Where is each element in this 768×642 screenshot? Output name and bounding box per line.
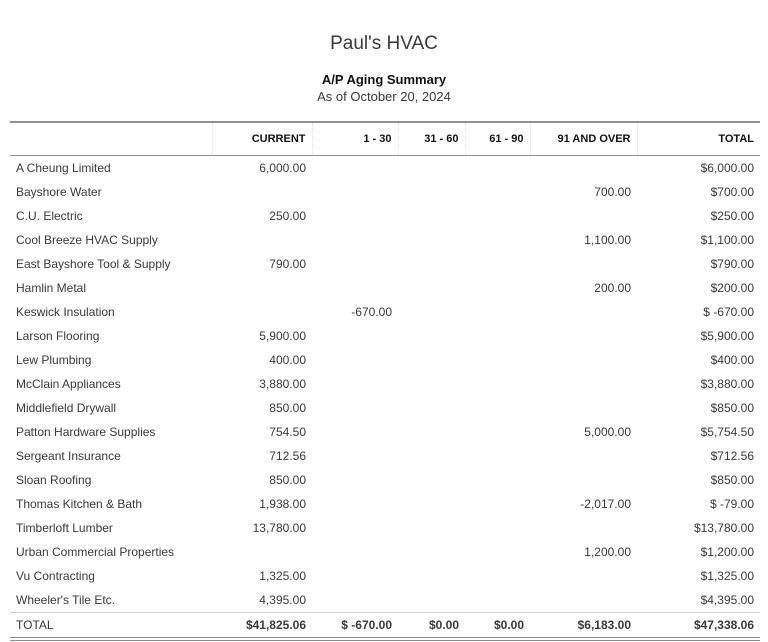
amount-cell xyxy=(312,564,398,588)
amount-cell xyxy=(465,516,530,540)
amount-cell[interactable]: $790.00 xyxy=(710,257,754,271)
amount-cell xyxy=(465,300,530,324)
amount-cell[interactable]: 6,000.00 xyxy=(259,161,306,175)
amount-cell xyxy=(212,276,312,300)
vendor-name: Middlefield Drywall xyxy=(16,401,117,415)
vendor-name: Bayshore Water xyxy=(16,185,102,199)
amount-cell xyxy=(398,588,465,613)
amount-cell[interactable]: $1,100.00 xyxy=(700,233,754,247)
amount-cell xyxy=(312,492,398,516)
amount-cell xyxy=(465,252,530,276)
amount-cell[interactable]: $850.00 xyxy=(710,401,754,415)
amount-cell[interactable]: 5,000.00 xyxy=(584,425,631,439)
amount-cell[interactable]: $5,754.50 xyxy=(700,425,754,439)
amount-cell[interactable]: 1,325.00 xyxy=(259,569,306,583)
amount-cell xyxy=(530,588,637,613)
table-row xyxy=(10,468,760,492)
amount-cell xyxy=(465,348,530,372)
vendor-name: Urban Commercial Properties xyxy=(16,545,175,559)
vendor-name: C.U. Electric xyxy=(16,209,83,223)
column-header[interactable]: 1 - 30 xyxy=(312,122,398,156)
amount-cell[interactable]: $5,900.00 xyxy=(700,329,754,343)
amount-cell[interactable]: 3,880.00 xyxy=(259,377,306,391)
amount-cell xyxy=(398,540,465,564)
total-amount: $ -670.00 xyxy=(341,618,392,632)
amount-cell[interactable]: $ -670.00 xyxy=(703,305,754,319)
amount-cell[interactable]: $700.00 xyxy=(710,185,754,199)
amount-cell xyxy=(530,468,637,492)
total-amount: $47,338.06 xyxy=(693,618,754,632)
amount-cell xyxy=(398,372,465,396)
amount-cell xyxy=(530,444,637,468)
amount-cell xyxy=(530,564,637,588)
amount-cell[interactable]: $250.00 xyxy=(710,209,754,223)
amount-cell xyxy=(312,204,398,228)
table-row xyxy=(10,156,760,181)
amount-cell[interactable]: $6,000.00 xyxy=(700,161,754,175)
amount-cell[interactable]: 790.00 xyxy=(269,257,306,271)
amount-cell xyxy=(312,276,398,300)
vendor-name: Sergeant Insurance xyxy=(16,449,121,463)
vendor-name: Thomas Kitchen & Bath xyxy=(16,497,143,511)
amount-cell xyxy=(398,204,465,228)
amount-cell xyxy=(465,180,530,204)
amount-cell[interactable]: $13,780.00 xyxy=(693,521,754,535)
amount-cell xyxy=(312,180,398,204)
amount-cell xyxy=(465,276,530,300)
amount-cell xyxy=(465,564,530,588)
amount-cell xyxy=(212,180,312,204)
amount-cell[interactable]: 754.50 xyxy=(269,425,306,439)
table-row xyxy=(10,228,760,252)
amount-cell xyxy=(398,516,465,540)
total-amount: $6,183.00 xyxy=(577,618,631,632)
amount-cell[interactable]: 4,395.00 xyxy=(259,593,306,607)
amount-cell xyxy=(465,420,530,444)
amount-cell xyxy=(398,252,465,276)
table-row xyxy=(10,516,760,540)
amount-cell[interactable]: $1,200.00 xyxy=(700,545,754,559)
column-header[interactable]: 91 AND OVER xyxy=(530,122,637,156)
company-name: Paul's HVAC xyxy=(330,33,438,54)
table-row xyxy=(10,252,760,276)
amount-cell xyxy=(212,540,312,564)
amount-cell xyxy=(312,372,398,396)
vendor-name: Keswick Insulation xyxy=(16,305,115,319)
total-amount: $0.00 xyxy=(493,618,524,632)
amount-cell xyxy=(465,204,530,228)
vendor-name: East Bayshore Tool & Supply xyxy=(16,257,171,271)
amount-cell xyxy=(312,156,398,181)
amount-cell xyxy=(530,516,637,540)
column-header[interactable]: 31 - 60 xyxy=(398,122,465,156)
column-header[interactable]: 61 - 90 xyxy=(465,122,530,156)
vendor-name: Vu Contracting xyxy=(16,569,95,583)
amount-cell[interactable]: 250.00 xyxy=(269,209,306,223)
table-row xyxy=(10,276,760,300)
amount-cell[interactable]: 5,900.00 xyxy=(259,329,306,343)
column-header[interactable] xyxy=(10,122,212,156)
amount-cell xyxy=(312,468,398,492)
amount-cell xyxy=(398,276,465,300)
table-row xyxy=(10,372,760,396)
amount-cell[interactable]: 13,780.00 xyxy=(252,521,306,535)
amount-cell xyxy=(465,444,530,468)
amount-cell xyxy=(465,468,530,492)
amount-cell xyxy=(312,540,398,564)
amount-cell xyxy=(398,228,465,252)
amount-cell[interactable]: $4,395.00 xyxy=(700,593,754,607)
amount-cell xyxy=(398,420,465,444)
amount-cell xyxy=(530,372,637,396)
vendor-name: Lew Plumbing xyxy=(16,353,92,367)
table-row xyxy=(10,444,760,468)
amount-cell xyxy=(530,204,637,228)
amount-cell[interactable]: $712.56 xyxy=(710,449,754,463)
table-row xyxy=(10,420,760,444)
amount-cell xyxy=(530,348,637,372)
amount-cell xyxy=(312,588,398,613)
amount-cell[interactable]: 700.00 xyxy=(594,185,631,199)
amount-cell xyxy=(530,324,637,348)
amount-cell xyxy=(312,516,398,540)
amount-cell xyxy=(398,300,465,324)
vendor-name: Larson Flooring xyxy=(16,329,100,343)
amount-cell[interactable]: -2,017.00 xyxy=(580,497,631,511)
table-row xyxy=(10,492,760,516)
amount-cell xyxy=(312,252,398,276)
amount-cell[interactable]: $3,880.00 xyxy=(700,377,754,391)
total-amount: $41,825.06 xyxy=(245,618,306,632)
amount-cell[interactable]: $400.00 xyxy=(710,353,754,367)
amount-cell[interactable]: $1,325.00 xyxy=(700,569,754,583)
report-title: A/P Aging Summary xyxy=(321,72,447,87)
amount-cell xyxy=(398,348,465,372)
amount-cell xyxy=(465,540,530,564)
amount-cell[interactable]: $850.00 xyxy=(710,473,754,487)
report-date: As of October 20, 2024 xyxy=(317,89,451,104)
vendor-name: Timberloft Lumber xyxy=(16,521,113,535)
vendor-name: Wheeler's Tile Etc. xyxy=(16,593,115,607)
amount-cell[interactable]: $200.00 xyxy=(710,281,754,295)
amount-cell xyxy=(312,348,398,372)
amount-cell[interactable]: 1,100.00 xyxy=(584,233,631,247)
vendor-name: Cool Breeze HVAC Supply xyxy=(16,233,158,247)
amount-cell xyxy=(465,372,530,396)
amount-cell xyxy=(312,228,398,252)
column-header[interactable]: CURRENT xyxy=(212,122,312,156)
amount-cell xyxy=(398,468,465,492)
vendor-name: McClain Appliances xyxy=(16,377,121,391)
amount-cell xyxy=(465,588,530,613)
amount-cell xyxy=(212,228,312,252)
amount-cell[interactable]: 400.00 xyxy=(269,353,306,367)
amount-cell xyxy=(465,324,530,348)
amount-cell xyxy=(465,228,530,252)
amount-cell xyxy=(530,396,637,420)
table-row xyxy=(10,300,760,324)
column-header[interactable]: TOTAL xyxy=(637,122,760,156)
amount-cell[interactable]: 850.00 xyxy=(269,401,306,415)
header-row xyxy=(10,122,760,156)
vendor-name: Patton Hardware Supplies xyxy=(16,425,156,439)
table-row xyxy=(10,540,760,564)
aging-table xyxy=(10,121,760,641)
amount-cell xyxy=(398,324,465,348)
amount-cell xyxy=(312,396,398,420)
amount-cell xyxy=(398,156,465,181)
amount-cell xyxy=(465,492,530,516)
amount-cell[interactable]: 1,200.00 xyxy=(584,545,631,559)
vendor-name: Sloan Roofing xyxy=(16,473,92,487)
amount-cell xyxy=(312,324,398,348)
amount-cell xyxy=(398,444,465,468)
vendor-name: Hamlin Metal xyxy=(16,281,87,295)
amount-cell xyxy=(212,300,312,324)
amount-cell[interactable]: 200.00 xyxy=(594,281,631,295)
vendor-name: A Cheung Limited xyxy=(16,161,111,175)
amount-cell xyxy=(398,564,465,588)
amount-cell[interactable]: 712.56 xyxy=(269,449,306,463)
amount-cell xyxy=(530,252,637,276)
amount-cell xyxy=(465,396,530,420)
table-row xyxy=(10,324,760,348)
total-row xyxy=(10,613,760,640)
amount-cell xyxy=(465,156,530,181)
amount-cell xyxy=(398,180,465,204)
amount-cell xyxy=(398,396,465,420)
amount-cell[interactable]: 850.00 xyxy=(269,473,306,487)
amount-cell xyxy=(312,444,398,468)
amount-cell[interactable]: $ -79.00 xyxy=(709,497,754,511)
amount-cell xyxy=(530,300,637,324)
table-row xyxy=(10,588,760,613)
table-row xyxy=(10,180,760,204)
amount-cell xyxy=(398,492,465,516)
table-row xyxy=(10,396,760,420)
amount-cell[interactable]: -670.00 xyxy=(351,305,392,319)
amount-cell xyxy=(312,420,398,444)
amount-cell[interactable]: 1,938.00 xyxy=(259,497,306,511)
total-label: TOTAL xyxy=(16,618,54,632)
table-row xyxy=(10,204,760,228)
amount-cell xyxy=(530,156,637,181)
total-amount: $0.00 xyxy=(428,618,459,632)
table-row xyxy=(10,348,760,372)
table-row xyxy=(10,564,760,588)
